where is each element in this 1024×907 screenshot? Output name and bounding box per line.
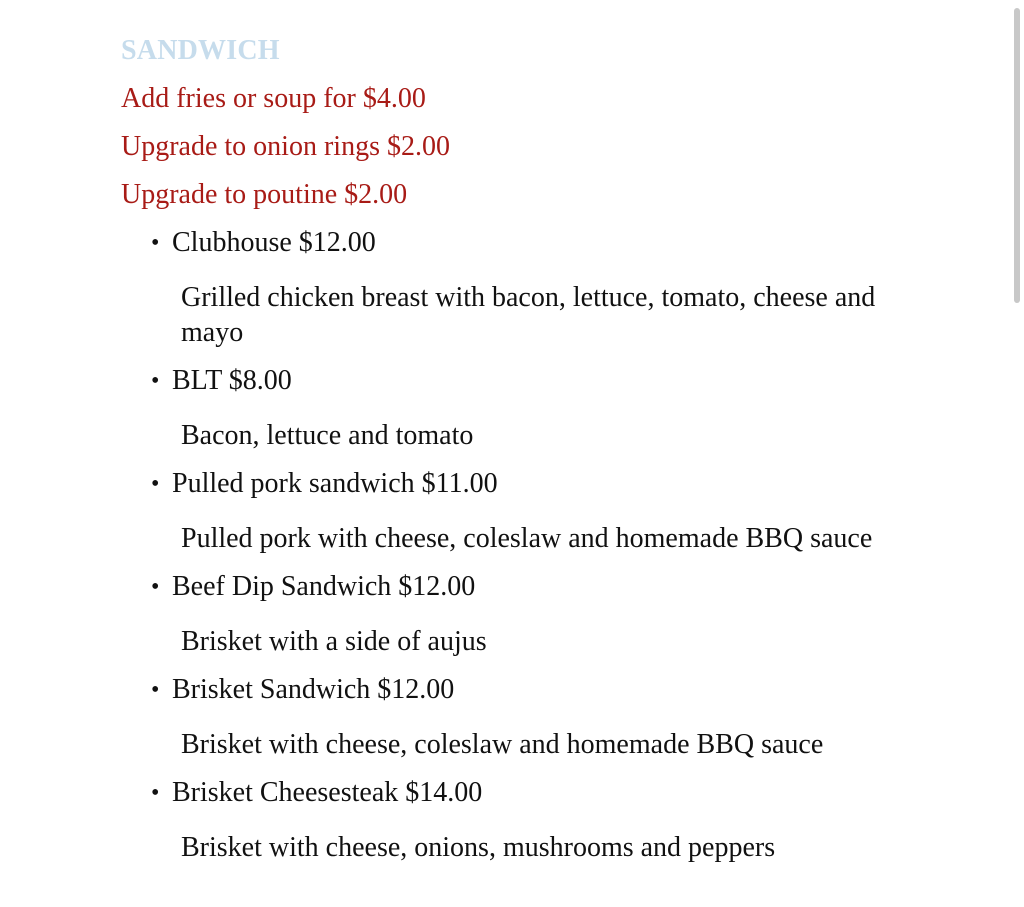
- menu-item-pulled-pork-sandwich: [151, 467, 941, 556]
- section-title: SANDWICH: [121, 35, 280, 66]
- menu-item-description: Brisket with a side of aujus: [181, 626, 487, 657]
- menu-item-title: Pulled pork sandwich $11.00: [172, 468, 498, 499]
- menu-item-row: [151, 226, 941, 260]
- bullet-icon: •: [151, 230, 160, 256]
- menu-item-title: Brisket Cheesesteak $14.00: [172, 777, 483, 808]
- menu-item-row: [151, 467, 941, 501]
- menu-item-description: Brisket with cheese, onions, mushrooms and peppers: [181, 832, 776, 863]
- menu-item-title: Beef Dip Sandwich $12.00: [172, 571, 476, 602]
- menu-item-brisket-cheesesteak: [151, 776, 941, 865]
- bullet-icon: •: [151, 780, 160, 806]
- menu-item-list: [121, 226, 941, 865]
- vertical-scrollbar[interactable]: [1012, 0, 1024, 907]
- menu-item-row: [151, 570, 941, 604]
- scrollbar-thumb[interactable]: [1014, 8, 1020, 303]
- menu-item-row: [151, 776, 941, 810]
- menu-content: [121, 34, 941, 879]
- menu-item-clubhouse: [151, 226, 941, 350]
- menu-item-title: Clubhouse $12.00: [172, 227, 376, 258]
- menu-item-row: [151, 364, 941, 398]
- menu-item-title: BLT $8.00: [172, 365, 292, 396]
- note-upgrade-onion-rings: Upgrade to onion rings $2.00: [121, 131, 450, 162]
- note-upgrade-poutine: Upgrade to poutine $2.00: [121, 179, 408, 210]
- menu-item-blt: [151, 364, 941, 453]
- menu-item-brisket-sandwich: [151, 673, 941, 762]
- bullet-icon: •: [151, 471, 160, 497]
- menu-item-description: Pulled pork with cheese, coleslaw and homemade BBQ sauce: [181, 523, 873, 554]
- bullet-icon: •: [151, 574, 160, 600]
- bullet-icon: •: [151, 368, 160, 394]
- menu-item-description: Bacon, lettuce and tomato: [181, 420, 474, 451]
- note-add-fries-or-soup: Add fries or soup for $4.00: [121, 83, 426, 114]
- bullet-icon: •: [151, 677, 160, 703]
- menu-item-beef-dip-sandwich: [151, 570, 941, 659]
- menu-item-description: Brisket with cheese, coleslaw and homemade BBQ sauce: [181, 729, 824, 760]
- menu-item-title: Brisket Sandwich $12.00: [172, 674, 455, 705]
- menu-item-row: [151, 673, 941, 707]
- menu-item-description: Grilled chicken breast with bacon, lettuce, tomato, cheese and mayo: [181, 282, 876, 348]
